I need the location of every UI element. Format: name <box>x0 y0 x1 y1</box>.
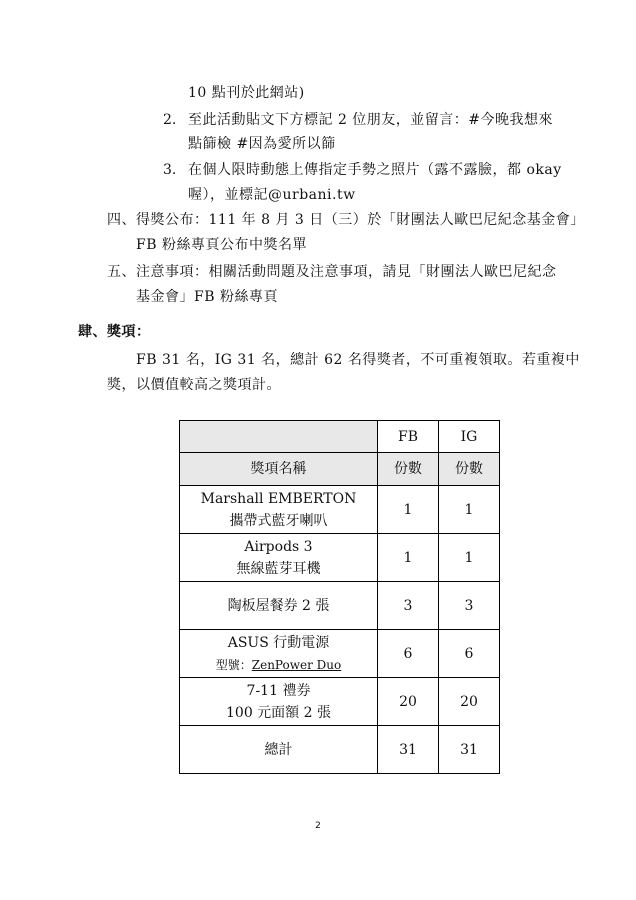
model-name: ZenPower Duo <box>251 657 342 672</box>
ig-quantity: 1 <box>439 534 500 582</box>
prize-name: ASUS 行動電源 <box>227 634 330 651</box>
prize-description: 無線藍芽耳機 <box>236 560 321 577</box>
ig-quantity: 3 <box>439 582 500 630</box>
list-item-2-line2: 點篩檢 #因為愛所以篩 <box>188 136 336 152</box>
table-header-row <box>180 421 500 453</box>
prize-name: 陶板屋餐券 2 張 <box>227 597 330 614</box>
table-subheader-row <box>180 453 500 486</box>
prize-paragraph-line1: FB 31 名，IG 31 名，總計 62 名得獎者，不可重複領取。若重複中 <box>136 352 580 368</box>
total-fb: 31 <box>378 726 439 774</box>
ig-quantity: 1 <box>439 486 500 534</box>
prize-name-cell <box>180 486 378 534</box>
prize-description: 攜帶式藍牙喇叭 <box>229 512 328 529</box>
fb-quantity: 1 <box>378 486 439 534</box>
total-ig: 31 <box>439 726 500 774</box>
section-heading-prizes: 肆、獎項： <box>78 324 151 340</box>
prize-name-cell <box>180 678 378 726</box>
fb-quantity: 3 <box>378 582 439 630</box>
list-item-3-line1: 在個人限時動態上傳指定手勢之照片（露不露臉，都 okay <box>188 162 562 178</box>
list-item-2-number: 2. <box>163 112 177 128</box>
prize-name: Airpods 3 <box>244 538 313 555</box>
prize-name-cell <box>180 630 378 678</box>
prize-model <box>180 654 377 676</box>
table-col-ig-quantity: 份數 <box>439 453 500 486</box>
table-col-fb-quantity: 份數 <box>378 453 439 486</box>
page-number: 2 <box>315 821 321 831</box>
table-header-fb: FB <box>378 421 439 453</box>
section4-line1: 四、得獎公布：111 年 8 月 3 日（三）於「財團法人歐巴尼紀念基金會」 <box>107 212 585 228</box>
prize-table <box>179 420 500 774</box>
prize-name: 7-11 禮券 <box>246 682 311 699</box>
table-row <box>180 582 500 630</box>
table-row <box>180 678 500 726</box>
table-header-empty <box>180 421 378 453</box>
section5-line1: 五、注意事項：相關活動問題及注意事項，請見「財團法人歐巴尼紀念 <box>107 264 557 280</box>
table-header-ig: IG <box>439 421 500 453</box>
total-label: 總計 <box>180 726 378 774</box>
list-item-2-line1: 至此活動貼文下方標記 2 位朋友，並留言：#今晚我想來 <box>188 112 554 128</box>
prize-description: 100 元面額 2 張 <box>226 704 331 721</box>
list-continuation: 10 點刊於此網站) <box>188 85 305 101</box>
ig-quantity: 6 <box>439 630 500 678</box>
model-prefix: 型號： <box>215 657 252 672</box>
fb-quantity: 20 <box>378 678 439 726</box>
table-total-row <box>180 726 500 774</box>
fb-quantity: 6 <box>378 630 439 678</box>
table-row <box>180 534 500 582</box>
ig-quantity: 20 <box>439 678 500 726</box>
table-col-prize-name: 獎項名稱 <box>180 453 378 486</box>
table-row <box>180 630 500 678</box>
section4-line2: FB 粉絲專頁公布中獎名單 <box>136 237 307 253</box>
list-item-3-number: 3. <box>163 162 177 178</box>
table-row <box>180 486 500 534</box>
prize-paragraph-line2: 獎，以價值較高之獎項計。 <box>107 377 281 393</box>
prize-name: Marshall EMBERTON <box>200 490 357 507</box>
prize-name-cell <box>180 582 378 630</box>
prize-name-cell <box>180 534 378 582</box>
fb-quantity: 1 <box>378 534 439 582</box>
section5-line2: 基金會」FB 粉絲專頁 <box>136 289 278 305</box>
list-item-3-line2: 喔），並標記@urbani.tw <box>188 187 356 203</box>
